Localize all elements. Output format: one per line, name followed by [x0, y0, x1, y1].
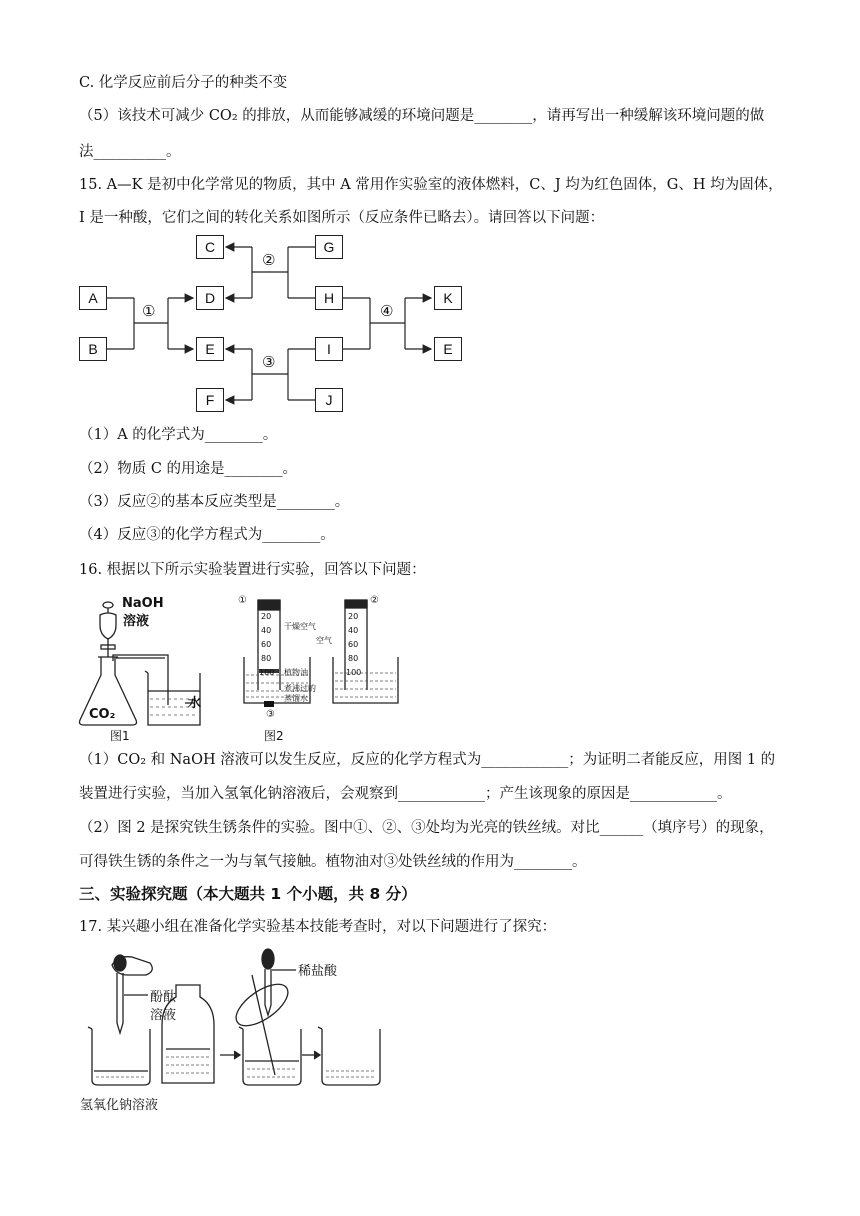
reaction-label-3: ③	[262, 353, 276, 371]
label-sodium-hydroxide: 氢氧化钠溶液	[80, 1098, 159, 1113]
q16-part2-line2: 可得铁生锈的条件之一为与氧气接触。植物油对③处铁丝绒的作用为________。	[79, 854, 587, 870]
marker-1: ①	[238, 595, 247, 606]
marker-2: ②	[370, 595, 379, 606]
label-co2: CO₂	[89, 707, 116, 722]
tick-right-80: 80	[348, 654, 359, 663]
node-e-second: E	[434, 337, 462, 361]
q16-stem: 16. 根据以下所示实验装置进行实验，回答以下问题：	[79, 562, 426, 578]
tick-left-60: 60	[261, 640, 272, 649]
node-c: C	[196, 235, 224, 259]
node-f: F	[196, 388, 224, 412]
node-k: K	[434, 286, 462, 310]
caption-fig1: 图1	[110, 729, 130, 743]
node-j: J	[315, 388, 343, 412]
q17-experiment-figure	[0, 945, 860, 1115]
label-dilute-hcl: 稀盐酸	[298, 964, 338, 979]
marker-3: ③	[266, 709, 275, 720]
q16-part1-line1: （1）CO₂ 和 NaOH 溶液可以发生反应，反应的化学方程式为____________；为证明二者能反应，用图 1 的	[79, 752, 776, 768]
q15-part4: （4）反应③的化学方程式为________。	[79, 527, 335, 543]
tick-left-40: 40	[261, 626, 272, 635]
node-i: I	[315, 337, 343, 361]
label-phenolphthalein-solution: 溶液	[150, 1008, 177, 1023]
steel-wool-3	[264, 701, 274, 707]
tick-right-40: 40	[348, 626, 359, 635]
tick-left-80: 80	[261, 654, 272, 663]
tick-right-100: 100	[346, 668, 362, 677]
node-g: G	[315, 235, 343, 259]
q16-apparatus-figures	[0, 585, 860, 745]
label-air: 空气	[316, 636, 332, 645]
caption-fig2: 图2	[264, 729, 284, 743]
q16-part1-line2: 装置进行实验，当加入氢氧化钠溶液后，会观察到____________；产生该现象的原因是____________。	[79, 786, 732, 802]
tick-right-60: 60	[348, 640, 359, 649]
label-solution: 溶液	[123, 614, 150, 629]
reaction-label-1: ①	[142, 302, 156, 320]
q15-part2: （2）物质 C 的用途是________。	[79, 461, 298, 477]
q14-part5-line2: 法__________。	[79, 144, 181, 160]
q14-part5-line1: （5）该技术可减少 CO₂ 的排放，从而能够减缓的环境问题是________，请再写出一种缓解该环境问题的做	[79, 108, 765, 124]
label-boiled: 煮沸过的	[284, 684, 316, 693]
q15-part3: （3）反应②的基本反应类型是________。	[79, 494, 350, 510]
tick-left-100: 100	[259, 668, 275, 677]
node-b: B	[79, 337, 107, 361]
q15-stem-line1: 15. A—K 是初中化学常见的物质，其中 A 常用作实验室的液体燃料，C、J 均为红色固体，G、H 均为固体，	[79, 177, 783, 193]
tick-right-20: 20	[348, 612, 359, 621]
node-a: A	[79, 286, 107, 310]
node-d: D	[196, 286, 224, 310]
q16-part2-line1: （2）图 2 是探究铁生锈条件的实验。图中①、②、③处均为光亮的铁丝绒。对比______（填序号）的现象，	[79, 820, 774, 836]
q15-stem-line2: I 是一种酸，它们之间的转化关系如图所示（反应条件已略去）。请回答以下问题：	[79, 210, 605, 226]
label-oil: 植物油	[284, 668, 308, 677]
label-dry-air: 干燥空气	[284, 622, 316, 631]
tick-left-20: 20	[261, 612, 272, 621]
node-h: H	[315, 286, 343, 310]
reaction-label-2: ②	[262, 251, 276, 269]
label-water: 水	[188, 696, 202, 711]
q15-part1: （1）A 的化学式为________。	[79, 427, 278, 443]
label-distilled-water: 蒸馏水	[284, 694, 308, 703]
option-c: C. 化学反应前后分子的种类不变	[79, 75, 288, 91]
reaction-label-4: ④	[380, 302, 394, 320]
label-naoh: NaOH	[122, 596, 164, 611]
section-title: 三、实验探究题（本大题共 1 个小题，共 8 分）	[79, 885, 417, 903]
label-phenolphthalein: 酚酞	[150, 990, 177, 1005]
node-e: E	[196, 337, 224, 361]
q17-stem: 17. 某兴趣小组在准备化学实验基本技能考查时，对以下问题进行了探究：	[79, 919, 557, 935]
